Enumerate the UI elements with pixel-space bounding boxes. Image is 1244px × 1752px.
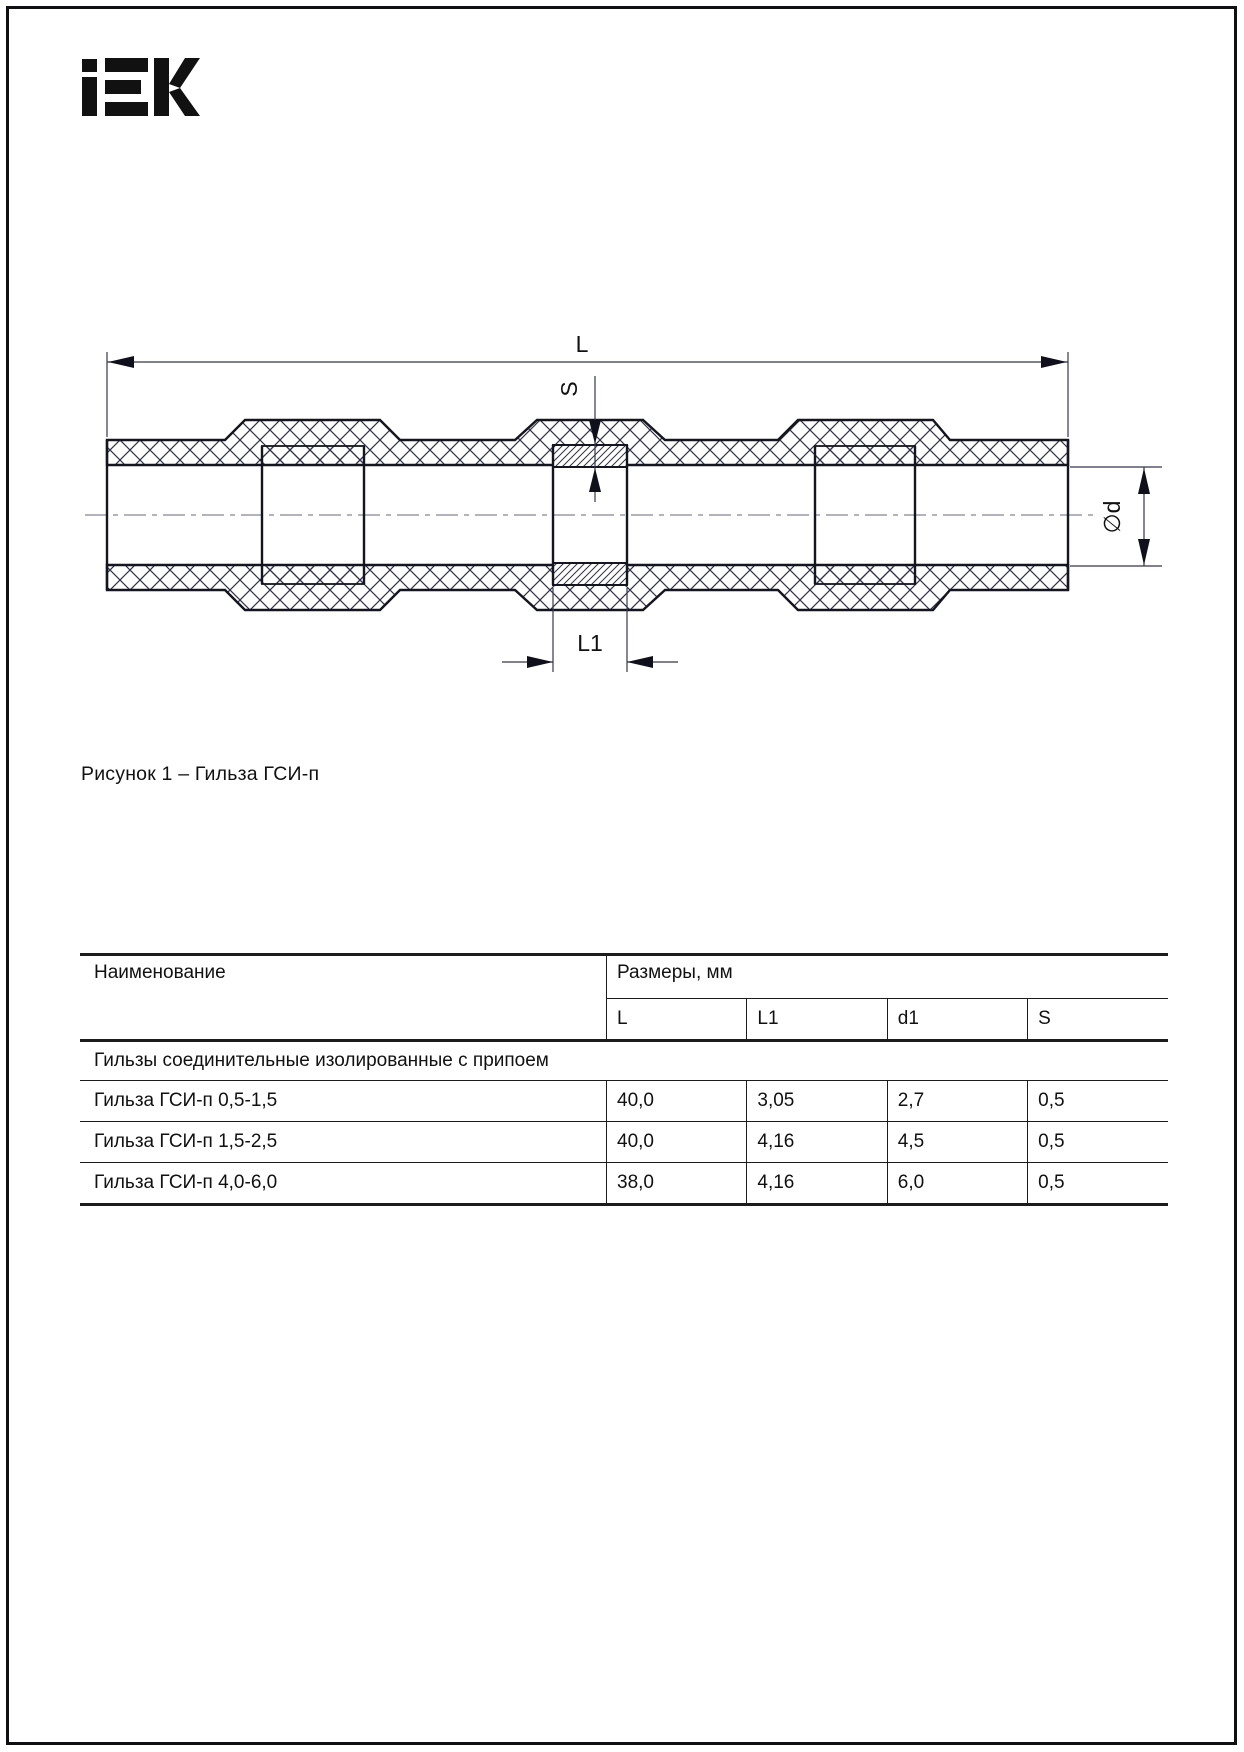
- sub-header-L1: L1: [747, 999, 887, 1041]
- dim-label-d: ∅d: [1099, 500, 1125, 534]
- ring-left-bottom-wall: [262, 565, 364, 584]
- dim-label-S: S: [556, 381, 582, 397]
- cell-d1: 4,5: [887, 1122, 1027, 1163]
- solder-ring-bottom-wall: [553, 563, 627, 585]
- solder-ring-top-wall: [553, 445, 627, 467]
- cell-d1: 6,0: [887, 1163, 1027, 1205]
- cell-L1: 4,16: [747, 1163, 887, 1205]
- cell-L: 38,0: [607, 1163, 747, 1205]
- dimensions-table: [80, 953, 1168, 1206]
- cell-L1: 4,16: [747, 1122, 887, 1163]
- sub-header-d1: d1: [887, 999, 1027, 1041]
- col-header-sizes: Размеры, мм: [607, 955, 1169, 999]
- row-name: Гильза ГСИ-п 1,5-2,5: [80, 1122, 607, 1163]
- iek-logo: [82, 58, 200, 116]
- sub-header-S: S: [1028, 999, 1168, 1041]
- cell-L: 40,0: [607, 1122, 747, 1163]
- ring-right-top-wall: [815, 446, 915, 465]
- cell-S: 0,5: [1028, 1122, 1168, 1163]
- ring-left-top-wall: [262, 446, 364, 465]
- col-header-name: Наименование: [80, 955, 607, 1041]
- cell-L: 40,0: [607, 1081, 747, 1122]
- dimension-d: [1070, 467, 1162, 566]
- cell-S: 0,5: [1028, 1163, 1168, 1205]
- iek-logo-glyphs: [82, 58, 200, 116]
- dim-label-L: L: [575, 331, 589, 357]
- dim-label-L1: L1: [577, 630, 603, 656]
- table-section-title: Гильзы соединительные изолированные с припоем: [80, 1041, 1168, 1081]
- row-name: Гильза ГСИ-п 0,5-1,5: [80, 1081, 607, 1122]
- row-name: Гильза ГСИ-п 4,0-6,0: [80, 1163, 607, 1205]
- cell-d1: 2,7: [887, 1081, 1027, 1122]
- ring-right-bottom-wall: [815, 565, 915, 584]
- cell-S: 0,5: [1028, 1081, 1168, 1122]
- sub-header-L: L: [607, 999, 747, 1041]
- sleeve-section-drawing: [60, 285, 1200, 685]
- cell-L1: 3,05: [747, 1081, 887, 1122]
- figure-caption: Рисунок 1 – Гильза ГСИ-п: [81, 763, 320, 785]
- page-border: [6, 6, 1237, 1745]
